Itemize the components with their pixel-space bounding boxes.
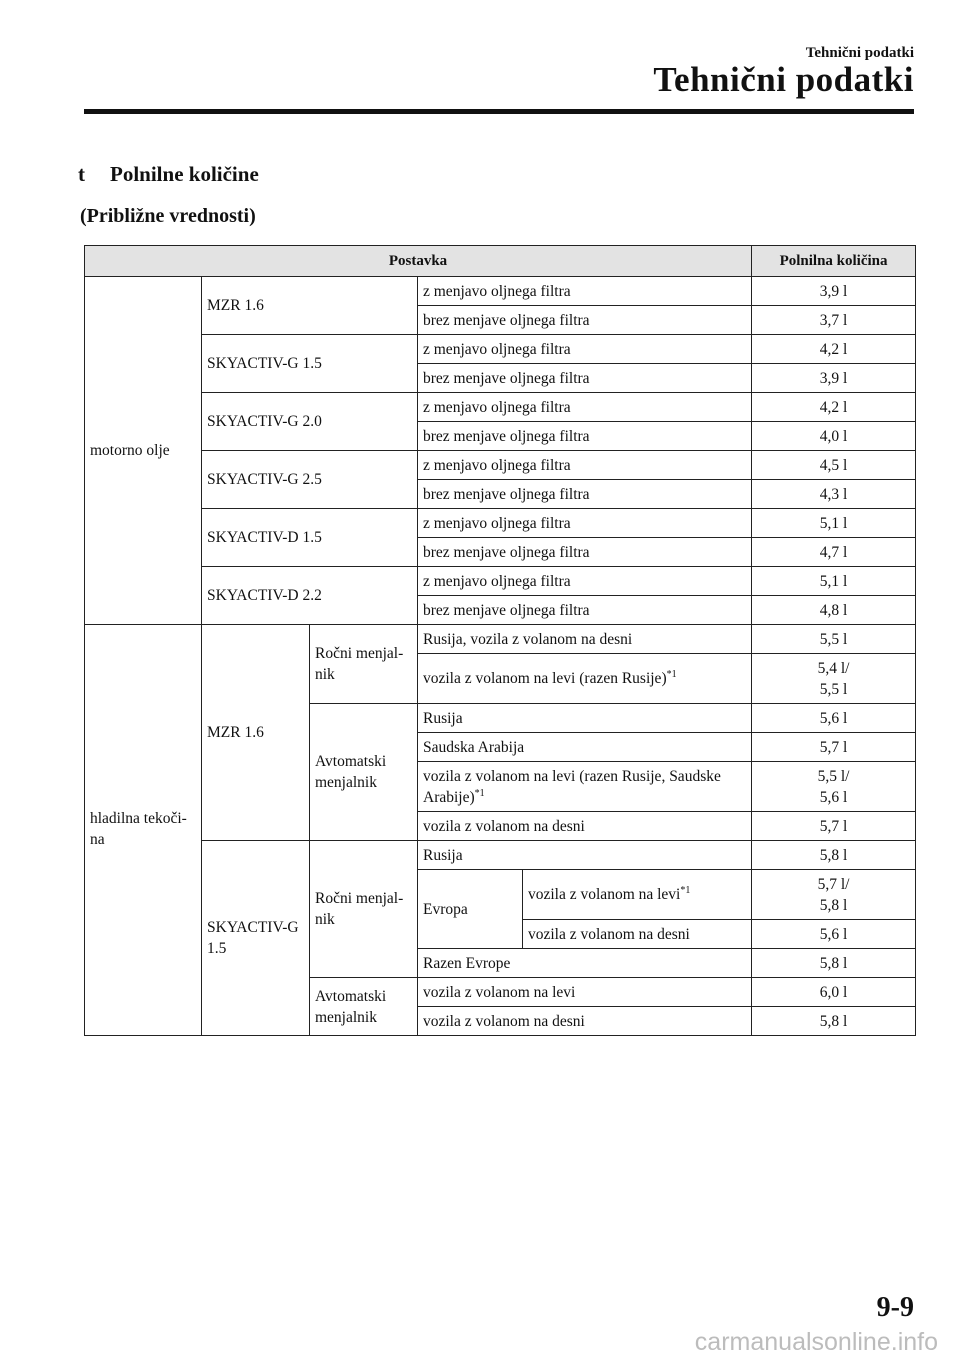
transmission-label: Avtomatski menjalnik xyxy=(310,704,418,841)
amount: 5,5 l/ 5,6 l xyxy=(752,762,916,812)
engine-name: SKYACTIV-D 1.5 xyxy=(202,509,418,567)
amount: 5,8 l xyxy=(752,949,916,978)
page-number: 9-9 xyxy=(876,1292,914,1323)
market xyxy=(418,654,752,704)
condition: brez menjave oljnega filtra xyxy=(418,538,752,567)
amount: 4,0 l xyxy=(752,422,916,451)
market: vozila z volanom na desni xyxy=(418,812,752,841)
amount: 5,6 l xyxy=(752,920,916,949)
table-row xyxy=(85,393,916,422)
engine-name: SKYACTIV-G 2.5 xyxy=(202,451,418,509)
amount: 5,7 l xyxy=(752,733,916,762)
amount: 5,1 l xyxy=(752,509,916,538)
condition: brez menjave oljnega filtra xyxy=(418,422,752,451)
engine-name: MZR 1.6 xyxy=(202,625,310,841)
section-title xyxy=(78,162,259,187)
table-row xyxy=(85,509,916,538)
condition: brez menjave oljnega filtra xyxy=(418,480,752,509)
table-row xyxy=(85,451,916,480)
amount: 3,9 l xyxy=(752,364,916,393)
market: Rusija xyxy=(418,704,752,733)
running-header: Tehnični podatki xyxy=(805,45,914,61)
amount: 4,2 l xyxy=(752,335,916,364)
amount: 5,7 l xyxy=(752,812,916,841)
engine-name: SKYACTIV-G 2.0 xyxy=(202,393,418,451)
condition: brez menjave oljnega filtra xyxy=(418,306,752,335)
transmission-label: Avtomatski menjalnik xyxy=(310,978,418,1036)
condition: z menjavo oljnega filtra xyxy=(418,567,752,596)
engine-name: MZR 1.6 xyxy=(202,277,418,335)
market: Rusija, vozila z volanom na desni xyxy=(418,625,752,654)
table-row xyxy=(85,277,916,306)
amount: 4,3 l xyxy=(752,480,916,509)
amount: 3,9 l xyxy=(752,277,916,306)
oil-label: motorno olje xyxy=(85,277,202,625)
transmission-label: Ročni menjal- nik xyxy=(310,625,418,704)
amount: 6,0 l xyxy=(752,978,916,1007)
amount: 4,5 l xyxy=(752,451,916,480)
amount: 4,7 l xyxy=(752,538,916,567)
condition: z menjavo oljnega filtra xyxy=(418,509,752,538)
table-header-row xyxy=(85,246,916,277)
market-text: vozila z volanom na levi (razen Rusije, Saudske Arabije) xyxy=(423,767,721,806)
market: vozila z volanom na levi xyxy=(418,978,752,1007)
condition: z menjavo oljnega filtra xyxy=(418,451,752,480)
market: vozila z volanom na desni xyxy=(418,1007,752,1036)
amount: 5,5 l xyxy=(752,625,916,654)
steering-text: vozila z volanom na levi xyxy=(528,886,681,903)
engine-name: SKYACTIV-G 1.5 xyxy=(202,335,418,393)
amount: 5,4 l/ 5,5 l xyxy=(752,654,916,704)
section-title-text: Polnilne količine xyxy=(110,162,259,186)
section-subtitle: (Približne vrednosti) xyxy=(80,205,256,227)
amount: 4,2 l xyxy=(752,393,916,422)
amount: 3,7 l xyxy=(752,306,916,335)
amount: 5,8 l xyxy=(752,1007,916,1036)
footnote-ref: *1 xyxy=(680,884,691,896)
header-item: Postavka xyxy=(85,246,752,277)
table-row xyxy=(85,567,916,596)
chapter-title: Tehnični podatki xyxy=(653,60,914,99)
transmission-label: Ročni menjal- nik xyxy=(310,841,418,978)
table-row xyxy=(85,841,916,870)
amount: 5,7 l/ 5,8 l xyxy=(752,870,916,920)
market: Rusija xyxy=(418,841,752,870)
footnote-ref: *1 xyxy=(474,787,485,799)
market-text: vozila z volanom na levi (razen Rusije) xyxy=(423,670,667,687)
condition: z menjavo oljnega filtra xyxy=(418,277,752,306)
header-capacity: Polnilna količina xyxy=(752,246,916,277)
amount: 5,6 l xyxy=(752,704,916,733)
table-row xyxy=(85,625,916,654)
coolant-label: hladilna tekoči- na xyxy=(85,625,202,1036)
amount: 5,1 l xyxy=(752,567,916,596)
table-row xyxy=(85,335,916,364)
condition: brez menjave oljnega filtra xyxy=(418,596,752,625)
market: Evropa xyxy=(418,870,523,949)
market xyxy=(418,762,752,812)
amount: 4,8 l xyxy=(752,596,916,625)
market: Razen Evrope xyxy=(418,949,752,978)
condition: z menjavo oljnega filtra xyxy=(418,393,752,422)
market: Saudska Arabija xyxy=(418,733,752,762)
capacities-table xyxy=(84,245,916,1036)
header-rule xyxy=(84,109,914,114)
steering: vozila z volanom na desni xyxy=(523,920,752,949)
section-marker-icon: t xyxy=(78,162,85,186)
engine-name: SKYACTIV-G 1.5 xyxy=(202,841,310,1036)
engine-name: SKYACTIV-D 2.2 xyxy=(202,567,418,625)
condition: brez menjave oljnega filtra xyxy=(418,364,752,393)
steering xyxy=(523,870,752,920)
condition: z menjavo oljnega filtra xyxy=(418,335,752,364)
footnote-ref: *1 xyxy=(666,668,677,680)
amount: 5,8 l xyxy=(752,841,916,870)
watermark: carmanualsonline.info xyxy=(694,1328,938,1356)
